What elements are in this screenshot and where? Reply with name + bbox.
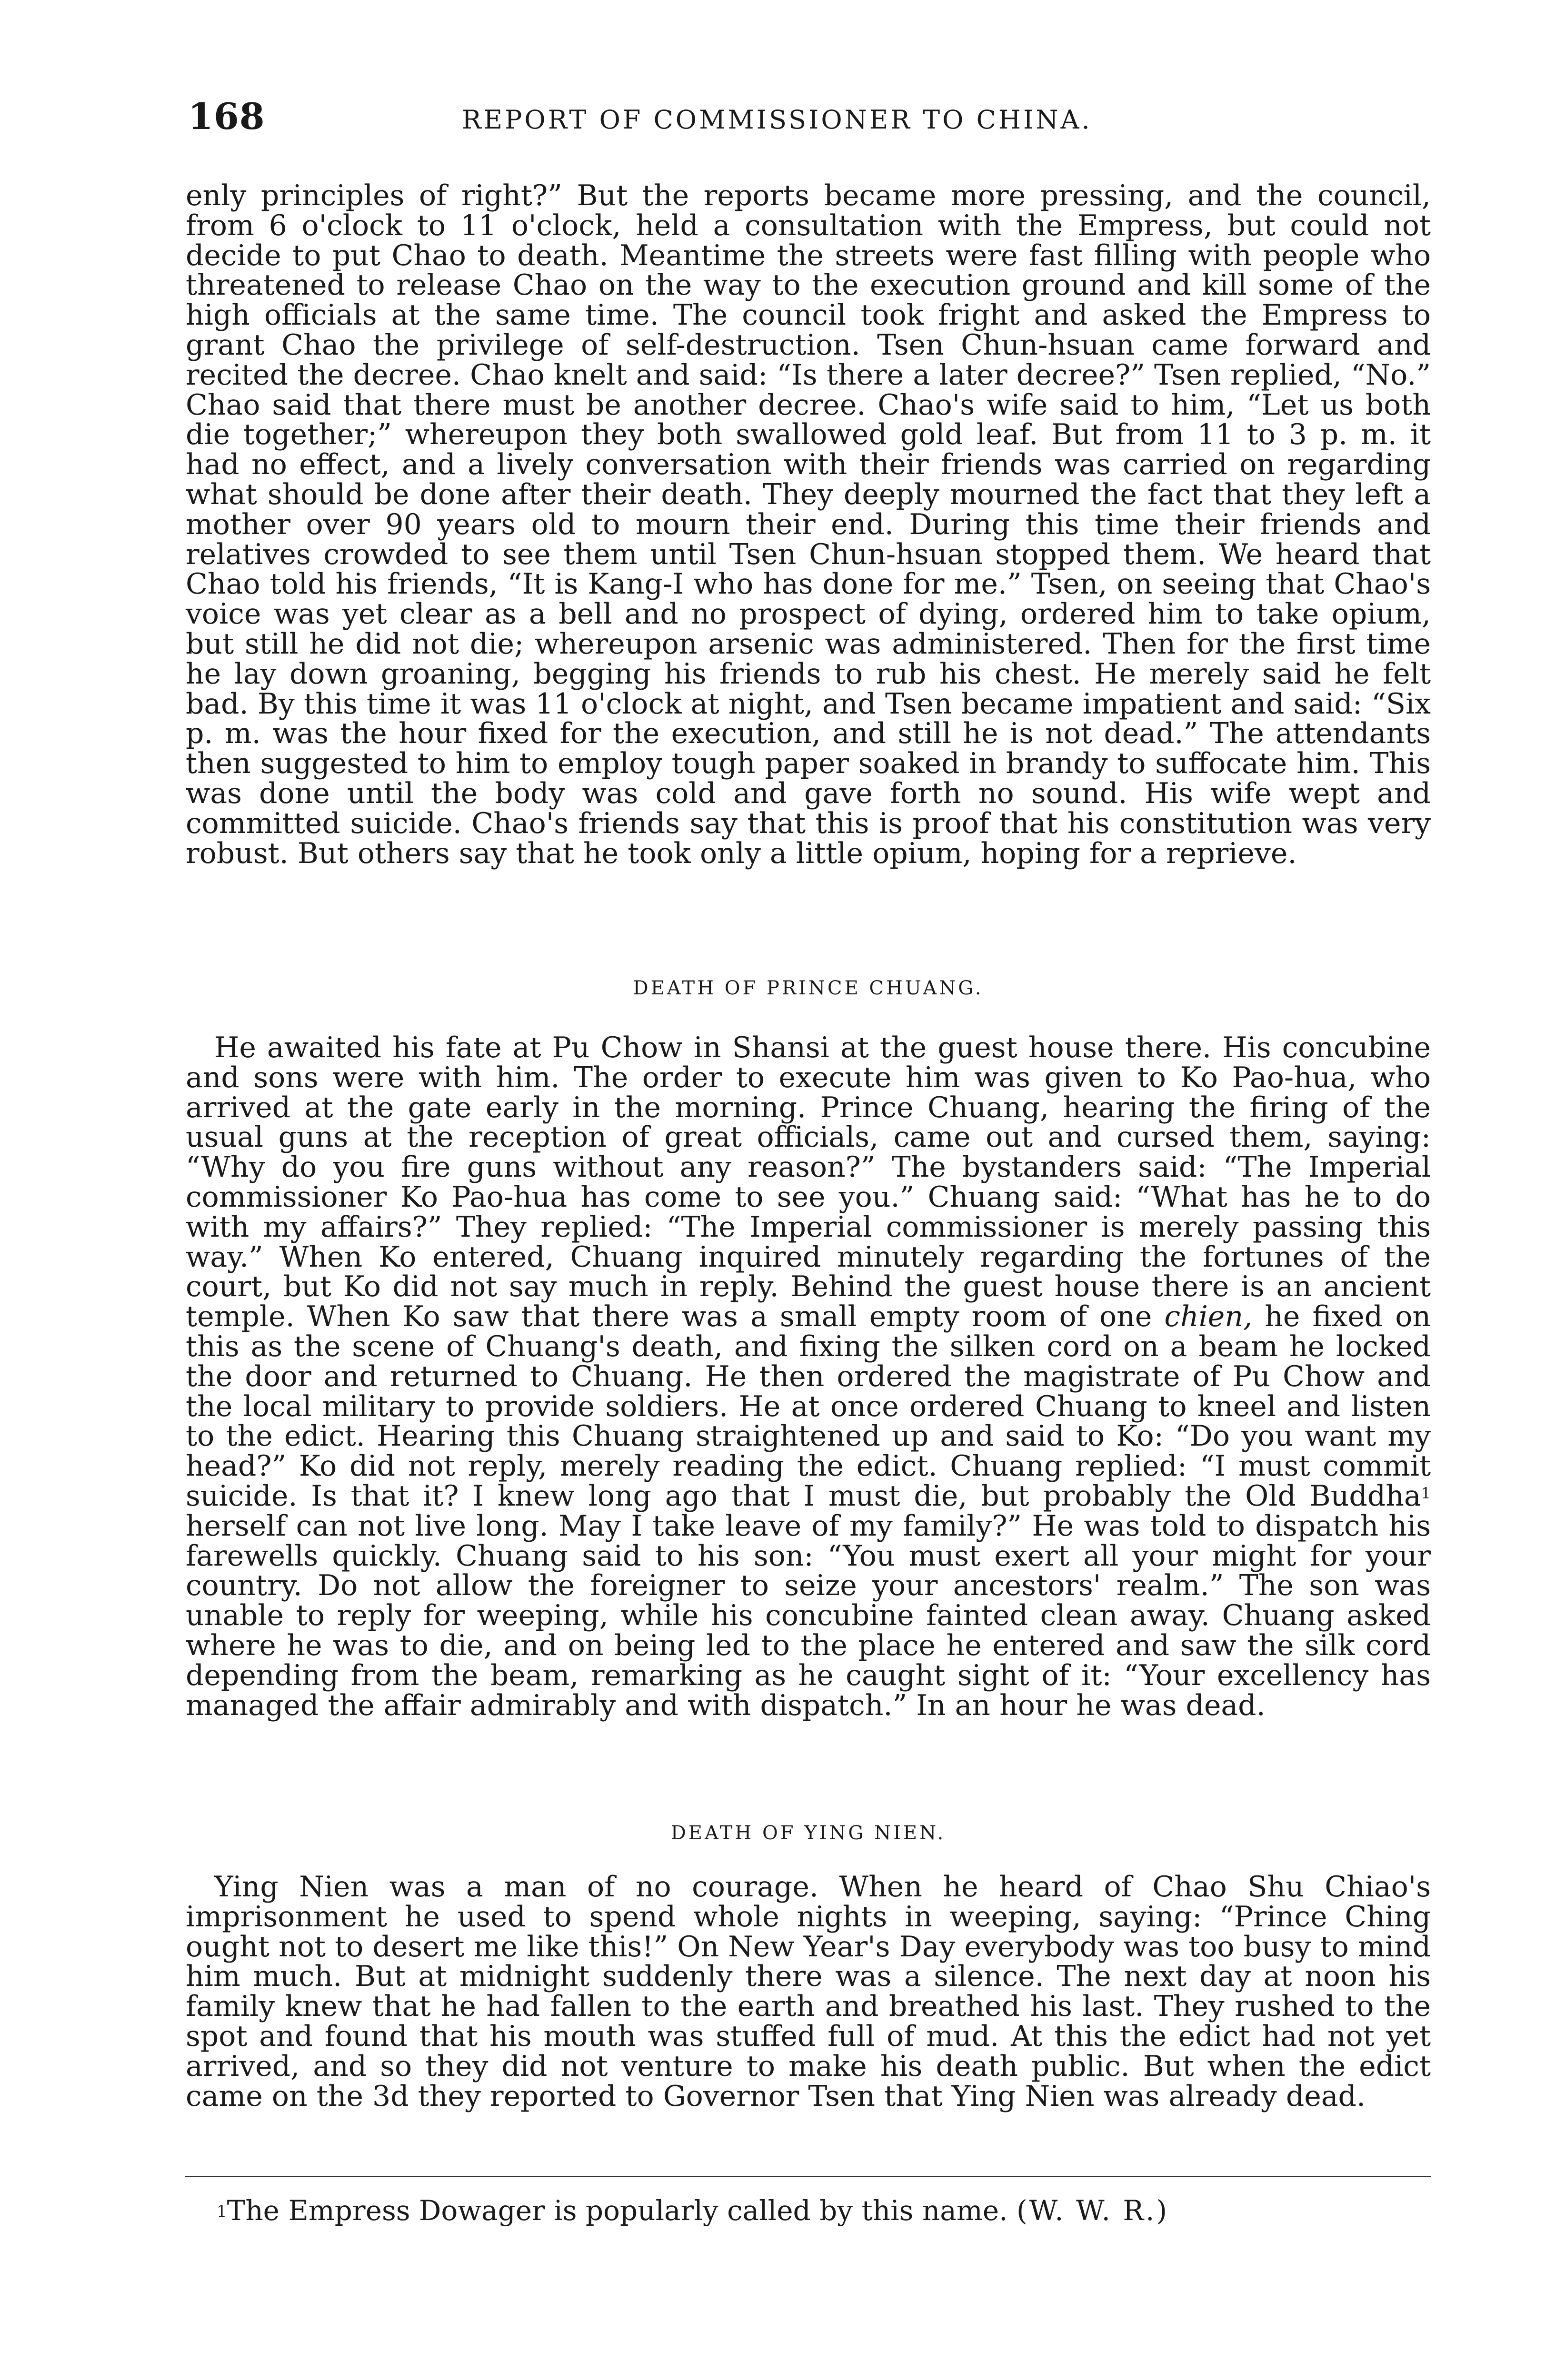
footnote-initials: (W. W. R.) — [1017, 2194, 1169, 2227]
paragraph-text: He awaited his fate at Pu Chow in Shansi at the guest house there. His concubine and sons were with him. The order to execute him was given to Ko Pao-hua, who arrived at the gate early in the morning. Prince Chuang, hearing the firing of the usual guns at the reception of great officials, came out and cursed them, saying: “Why do you fire guns without any reason?” The bystanders said: “The Imperial commissioner Ko Pao-hua has come to see you.” Chuang said: “What has he to do with my affairs?” They replied: “The Imperial commissioner is merely passing this way.” When Ko entered, Chuang inquired minutely regarding the fortunes of the court, but Ko did not say much in reply. Behind the guest house there is an ancient temple. When Ko saw that there was a small empty room of one — [186, 1031, 1431, 1334]
section-heading-prince-chuang: DEATH OF PRINCE CHUANG. — [633, 977, 984, 999]
paragraph-text: herself can not live long. May I take leave of my family?” He was told to dispatch his farewells quickly. Chuang said to his son: “You must exert all your might for your country. Do not allow the foreigner to seize your ancestors' realm.” The son was unable to reply for weeping, while his concubine fainted clean away. Chuang asked where he was to die, and on being led to the place he entered and saw the silk cord depending from the beam, remarking as he caught sight of it: “Your excellency has managed the affair admirably and with dispatch.” In an hour he was dead. — [186, 1509, 1431, 1722]
italic-term-chien: chien, — [1164, 1300, 1253, 1334]
paragraph-ying-nien: Ying Nien was a man of no courage. When he heard of Chao Shu Chiao's imprisonment he used to spend whole nights in weeping, saying: “Prince Ching ought not to desert me like this!” On New Year's Day everybody was too busy to mind him much. But at midnight suddenly there was a silence. The next day at noon his family knew that he had fallen to the earth and breathed his last. They rushed to the spot and found that his mouth was stuffed full of mud. At this the edict had not yet arrived, and so they did not venture to make his death public. But when the edict came on the 3d they reported to Governor Tsen that Ying Nien was already dead. — [186, 1870, 1431, 2113]
paragraph-text: he fixed on this as the scene of Chuang's death, and fixing the silken cord on a beam he locked the door and returned to Chuang. He then ordered the magistrate of Pu Chow and the local military to provide soldiers. He at once ordered Chuang to kneel and listen to the edict. Hearing this Chuang straightened up and said to Ko: “Do you want my head?” Ko did not reply, merely reading the edict. Chuang replied: “I must commit suicide. Is that it? I knew long ago that I must die, but probably the Old Buddha — [186, 1300, 1431, 1513]
footnote-reference: 1 — [1421, 1484, 1431, 1502]
section-heading-ying-nien: DEATH OF YING NIEN. — [670, 1822, 946, 1844]
paragraph-prince-chuang — [186, 1033, 1431, 1720]
running-title: REPORT OF COMMISSIONER TO CHINA. — [462, 105, 1092, 135]
footnote-divider — [185, 2176, 1431, 2177]
footnote-mark: 1 — [217, 2202, 227, 2221]
paragraph-continued: enly principles of right?” But the reports became more pressing, and the council, from 6 o'clock to 11 o'clock, held a consultation with the Empress, but could not decide to put Chao to death. Meantime the streets were fast filling with people who threatened to release Chao on the way to the execution ground and kill some of the high officials at the same time. The council took fright and asked the Empress to grant Chao the privilege of self-destruction. Tsen Chun-hsuan came forward and recited the decree. Chao knelt and said: “Is there a later decree?” Tsen replied, “No.” Chao said that there must be another decree. Chao's wife said to him, “Let us both die together;” whereupon they both swallowed gold leaf. But from 11 to 3 p. m. it had no effect, and a lively conversation with their friends was carried on regarding what should be done after their death. They deeply mourned the fact that they left a mother over 90 years old to mourn their end. During this time their friends and relatives crowded to see them until Tsen Chun-hsuan stopped them. We heard that Chao told his friends, “It is Kang-I who has done for me.” Tsen, on seeing that Chao's voice was yet clear as a bell and no prospect of dying, ordered him to take opium, but still he did not die; whereupon arsenic was administered. Then for the first time he lay down groaning, begging his friends to rub his chest. He merely said he felt bad. By this time it was 11 o'clock at night, and Tsen became impatient and said: “Six p. m. was the hour fixed for the execution, and still he is not dead.” The attendants then suggested to him to employ tough paper soaked in brandy to suffocate him. This was done until the body was cold and gave forth no sound. His wife wept and committed suicide. Chao's friends say that this is proof that his constitution was very robust. But others say that he took only a little opium, hoping for a reprieve. — [186, 179, 1431, 870]
page-number: 168 — [188, 95, 265, 138]
footnote-text: The Empress Dowager is popularly called by this name. — [227, 2194, 1008, 2227]
footnote — [217, 2195, 1436, 2226]
page-header — [188, 95, 1431, 143]
